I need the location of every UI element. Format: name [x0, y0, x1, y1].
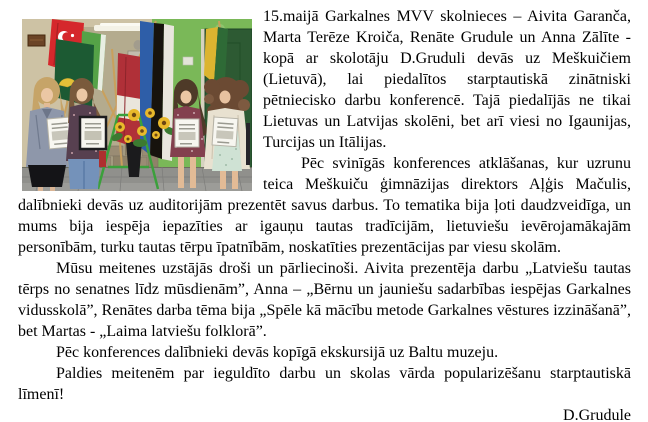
red-bag	[99, 151, 106, 167]
conference-photo-illustration	[22, 19, 252, 191]
paragraph-thanks: Paldies meitenēm par ieguldīto darbu un skolas vārda popularizēšanu starptautiskā līmenī!	[18, 365, 631, 403]
certificate-4	[212, 117, 238, 147]
conference-photo	[22, 19, 252, 191]
wall-vent	[183, 57, 193, 65]
paragraph-presentations: Mūsu meitenes uzstājās droši un pārliecinoši. Aivita prezentēja darbu „Latviešu tautas tērps no senatnes līdz mūsdienām”, Anna – „Bērnu un jauniešu sadarbības iespējas Garkalnes vidusskolā”, Renātes darba tēma bija „Spēle kā mācību metode Garkalnes vēstures izzināšanā”, bet Martas - „Laima latviešu folklorā”.	[18, 260, 631, 340]
wooden-sign	[28, 35, 45, 46]
paragraph-excursion: Pēc konferences dalībnieki devās kopīgā ekskursijā uz Baltu muzeju.	[56, 344, 499, 361]
shoulder-bag-strap	[246, 123, 250, 165]
paragraph-conference-opening: Pēc svinīgās konferences atklāšanas, kur uzrunu teica Meškuiču ģimnāzijas direktors Aļģis Mačulis, dalībnieki devās uz auditorijām prezentēt savus darbus. To tematika bija ļoti daudzveidīga, un mums bija iespēja iepazīties ar igauņu tautas tradīcijām, lietuviešu ievērojamākajām personībām, turku tautas tērpu īpatnībām, noskatīties prezentācijas par viesu skolām.	[18, 155, 631, 256]
signature: D.Grudule	[563, 407, 631, 422]
certificate-2	[80, 117, 106, 149]
paragraph-intro: 15.maijā Garkalnes MVV skolnieces – Aivita Garanča, Marta Terēze Kroiča, Renāte Grudule un Anna Zālīte - kopā ar skolotāju D.Gruduli devās uz Meškuičiem (Lietuvā), lai piedalītos starptautiskā zinātniski pētniecisko darbu konferencē. Tajā piedalījās ne tikai Lietuvas un Latvijas skolēni, bet arī viesi no Igaunijas, Turcijas un Itālijas.	[263, 8, 631, 151]
certificate-3	[175, 119, 199, 147]
